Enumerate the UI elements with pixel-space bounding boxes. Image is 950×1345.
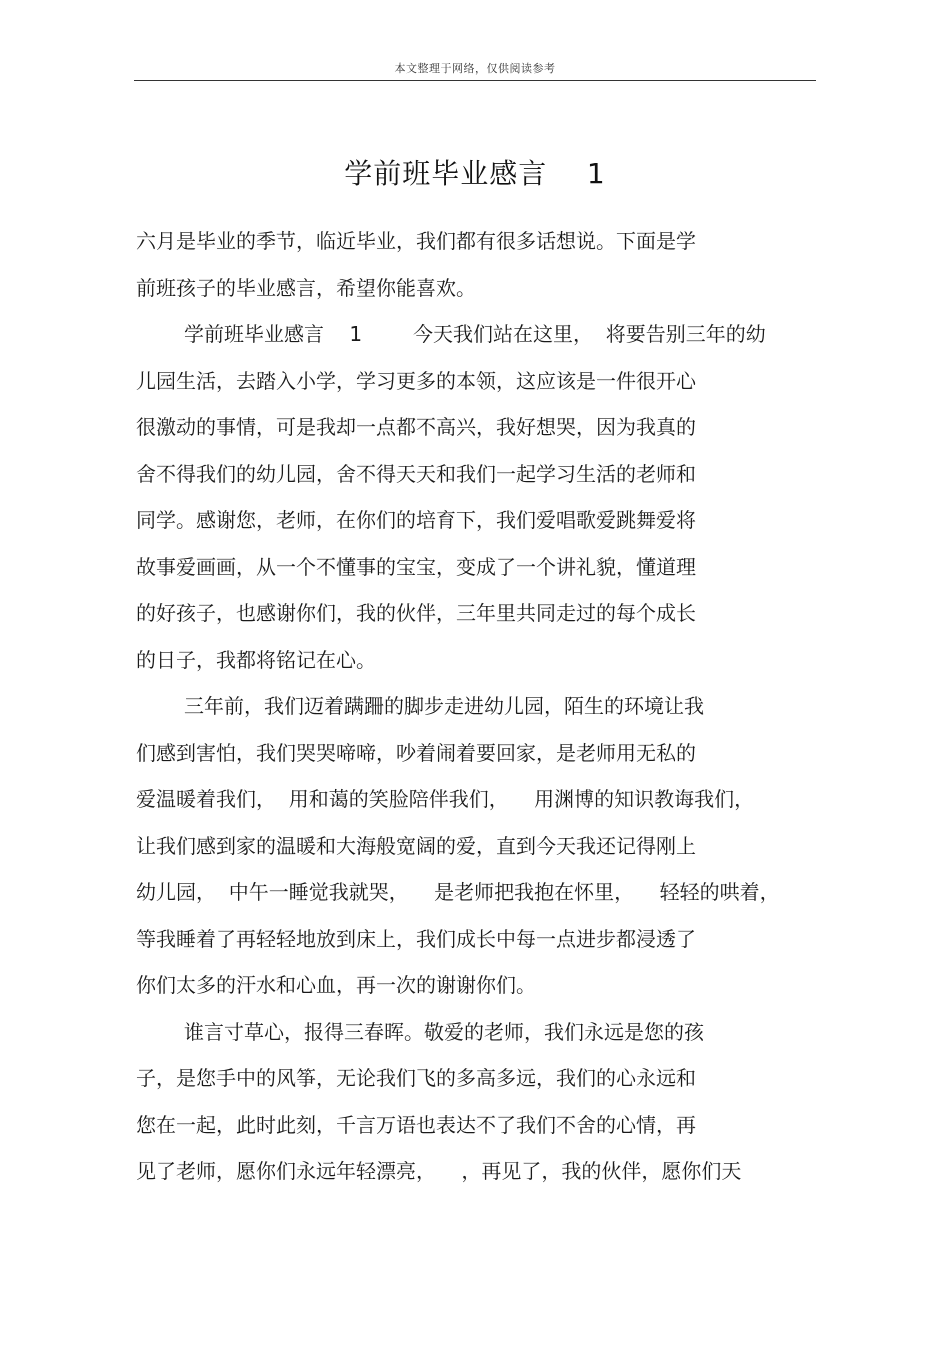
text-line: 六月是毕业的季节，临近毕业，我们都有很多话想说。下面是学 <box>136 229 696 253</box>
text-line: 同学。感谢您，老师，在你们的培育下，我们爱唱歌爱跳舞爱将 <box>136 508 696 532</box>
text-line: 很激动的事情，可是我却一点都不高兴，我好想哭，因为我真的 <box>136 415 696 439</box>
text-line: 谁言寸草心，报得三春晖。敬爱的老师，我们永远是您的孩 <box>184 1019 704 1044</box>
text-line: 舍不得我们的幼儿园，舍不得天天和我们一起学习生活的老师和 <box>136 461 696 486</box>
text-line: 学前班毕业感言 1 今天我们站在这里， 将要告别三年的幼 <box>184 322 766 346</box>
text-line: 子，是您手中的风筝，无论我们飞的多高多远，我们的心永远和 <box>136 1066 696 1090</box>
text-line: 的好孩子，也感谢你们，我的伙伴，三年里共同走过的每个成长 <box>136 601 696 625</box>
text-line: 幼儿园， 中午一睡觉我就哭， 是老师把我抱在怀里， 轻轻的哄着， <box>136 880 780 904</box>
text-line: 们感到害怕，我们哭哭啼啼，吵着闹着要回家，是老师用无私的 <box>136 740 696 765</box>
text-line: 你们太多的汗水和心血，再一次的谢谢你们。 <box>136 973 536 997</box>
paragraph <box>136 687 816 1013</box>
header-divider <box>134 80 816 81</box>
text-line: 儿园生活，去踏入小学，学习更多的本领，这应该是一件很开心 <box>136 368 696 393</box>
text-line: 前班孩子的毕业感言，希望你能喜欢。 <box>136 275 476 300</box>
paragraph <box>136 222 816 315</box>
header-note: 本文整理于网络，仅供阅读参考 <box>394 62 556 75</box>
text-line: 爱温暖着我们， 用和蔼的笑脸陪伴我们， 用渊博的知识教诲我们， <box>136 787 755 811</box>
text-line: 等我睡着了再轻轻地放到床上，我们成长中每一点进步都浸透了 <box>136 926 696 951</box>
document-title: 学前班毕业感言 1 <box>344 157 606 190</box>
paragraph <box>136 315 816 687</box>
document-body <box>136 222 816 1199</box>
text-line: 您在一起，此时此刻，千言万语也表达不了我们不舍的心情，再 <box>136 1112 696 1137</box>
paragraph <box>136 1013 816 1199</box>
text-line: 让我们感到家的温暖和大海般宽阔的爱，直到今天我还记得刚上 <box>136 833 696 858</box>
text-line: 见了老师，愿你们永远年轻漂亮， ，再见了，我的伙伴，愿你们天 <box>136 1159 742 1183</box>
text-line: 的日子，我都将铭记在心。 <box>136 647 376 672</box>
text-line: 故事爱画画，从一个不懂事的宝宝，变成了一个讲礼貌，懂道理 <box>136 554 696 579</box>
text-line: 三年前，我们迈着蹒跚的脚步走进幼儿园，陌生的环境让我 <box>184 694 704 718</box>
